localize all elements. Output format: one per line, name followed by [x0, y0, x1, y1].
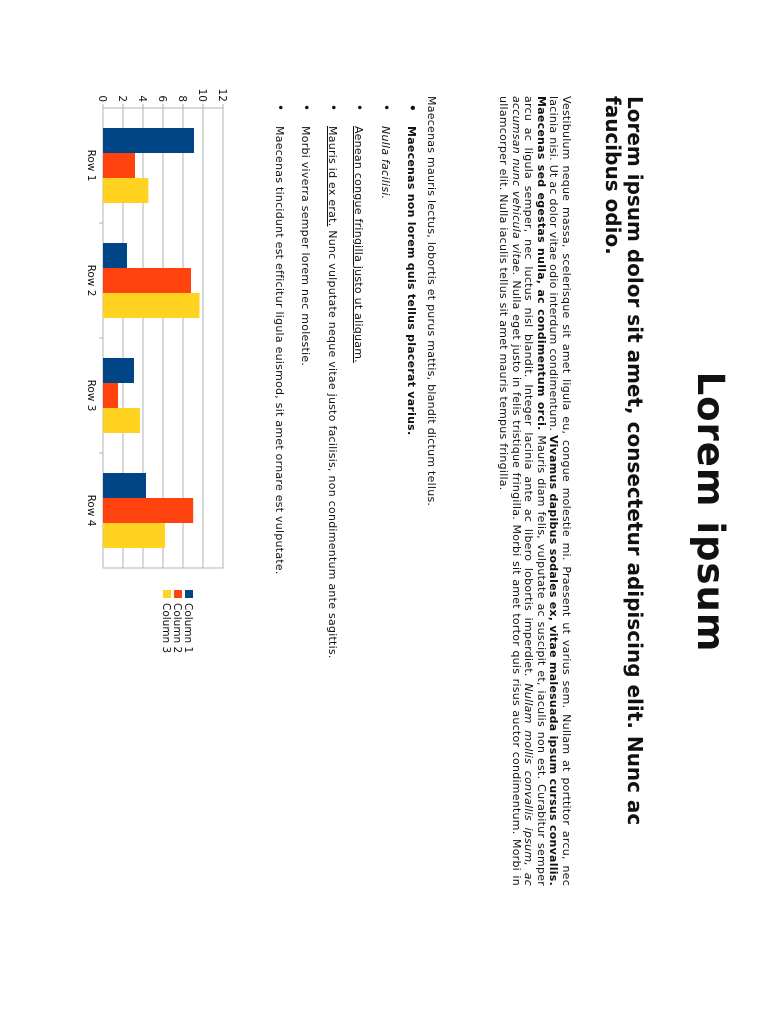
- document-title: Lorem ipsum: [689, 371, 732, 653]
- bar-column-2: [103, 498, 193, 523]
- y-tick-label: 0: [96, 95, 108, 102]
- paragraph-italic-text: Nullam mollis convallis ipsum, ac accumsan nunc vehicula vitae.: [509, 96, 536, 886]
- list-item: [326, 96, 339, 886]
- bar-column-1: [103, 128, 194, 153]
- legend-swatch: [174, 590, 182, 598]
- underlined-text: Mauris id ex erat.: [325, 126, 339, 227]
- bar-column-2: [103, 153, 135, 178]
- paragraph-bold-text: Vivamus dapibus sodales ex, vitae malesuada ipsum cursus convallis. Maecenas sed egestas nulla, ac condimentum orci.: [534, 96, 561, 887]
- y-tick-label: 2: [116, 95, 128, 102]
- x-category-label: Row 1: [85, 149, 97, 182]
- bar-chart: [85, 88, 243, 790]
- y-tick-label: 8: [176, 95, 188, 102]
- y-tick-label: 6: [156, 95, 168, 102]
- document-subtitle: Lorem ipsum dolor sit amet, consectetur adipiscing elit. Nunc ac faucibus odio.: [601, 96, 647, 826]
- legend-label: Column 1: [182, 603, 194, 654]
- list-item: • Maecenas tincidunt est efficitur ligula euismod, sit amet ornare est vulputate.: [273, 96, 286, 886]
- list-item: • Nulla facilisi.: [379, 96, 392, 886]
- bar-column-2: [103, 268, 191, 293]
- list-item: • Maecenas non lorem quis tellus placerat varius.: [405, 96, 418, 886]
- x-category-label: Row 4: [85, 494, 97, 527]
- y-tick-label: 10: [196, 88, 208, 102]
- body-paragraph-2: Maecenas mauris lectus, lobortis et purus mattis, blandit dictum tellus.: [425, 96, 438, 507]
- bar-column-1: [103, 358, 134, 383]
- bar-column-1: [103, 243, 127, 268]
- legend-label: Column 3: [160, 603, 172, 654]
- x-category-label: Row 2: [85, 264, 97, 297]
- bar-column-3: [103, 293, 200, 318]
- legend-swatch: [185, 590, 193, 598]
- bar-column-3: [103, 523, 165, 548]
- y-tick-label: 12: [216, 88, 228, 102]
- paragraph-text: Mauris diam felis, vulputate ac suscipit et, iaculis non est. Curabitur semper arcu ac ligula semper, nec luctus nisl blandit. Integer lacinia ante ac libero lobortis imperdiet.: [522, 96, 548, 886]
- paragraph-text: Nulla eget justo in felis tristique fringilla. Morbi sit amet tortor quis risus auctor condimentum. Morbi in ullamcorper elit. Nulla iaculis tellus sit amet mauris tempus fringilla.: [497, 96, 523, 886]
- body-paragraph-1: [496, 96, 572, 886]
- legend-label: Column 2: [171, 603, 183, 654]
- y-tick-label: 4: [136, 95, 148, 102]
- list-item: • Morbi viverra semper lorem nec molestie.: [299, 96, 312, 886]
- bar-column-2: [103, 383, 118, 408]
- list-item-text: Nunc vulputate neque vitae justo facilisis, non condimentum ante sagittis.: [325, 226, 339, 659]
- x-category-label: Row 3: [85, 379, 97, 412]
- bar-column-3: [103, 408, 140, 433]
- bullet-list: [260, 96, 418, 886]
- paragraph-text: Vestibulum neque massa, scelerisque sit amet ligula eu, congue molestie mi. Praesent ut varius sem. Nullam at porttitor arcu, nec lacinia nisi. Ut ac dolor vitae odio interdum condimentum.: [547, 96, 573, 886]
- bar-column-3: [103, 178, 148, 203]
- bar-column-1: [103, 473, 146, 498]
- list-item: • Aenean congue fringilla justo ut aliquam.: [352, 96, 365, 886]
- legend-swatch: [163, 590, 171, 598]
